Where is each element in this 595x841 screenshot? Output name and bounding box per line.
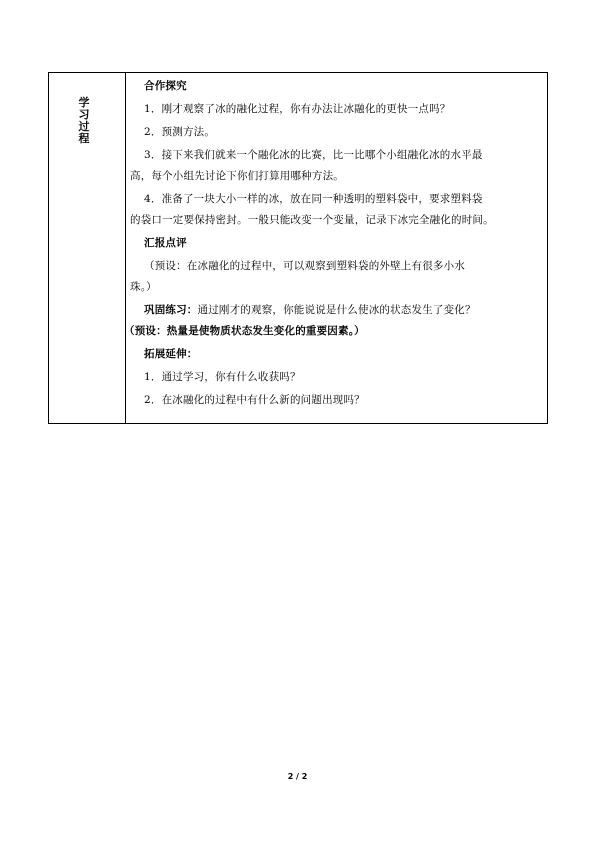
report-line-2: 珠。） [130, 281, 157, 293]
extend-2: 2．在冰融化的过程中有什么新的问题出现吗？ [144, 394, 365, 406]
question-3-line-2: 高，每个小组先讨论下你们打算用哪种方法。 [130, 170, 344, 182]
practice-answer: （预设：热量是使物质状态发生变化的重要因素。） [124, 325, 365, 337]
extend-1: 1．通过学习，你有什么收获吗？ [144, 371, 301, 383]
practice-text: 通过刚才的观察，你能说说是什么使冰的状态发生了变化？ [197, 304, 476, 316]
heading-cooperate: 合作探究 [144, 80, 187, 92]
practice-label: 巩固练习： [144, 304, 198, 316]
heading-extend: 拓展延伸： [144, 348, 198, 360]
question-2: 2．预测方法。 [144, 126, 216, 138]
row-label-cell [49, 73, 125, 423]
row-label: 学习过程 [78, 96, 90, 145]
question-4-line-2: 的袋口一定要保持密封。一般只能改变一个变量，记录下冰完全融化的时间。 [130, 214, 494, 226]
question-3-line-1: 3．接下来我们就来一个融化冰的比赛，比一比哪个小组融化冰的水平最 [144, 149, 483, 161]
lesson-table [48, 72, 548, 424]
question-1: 1．刚才观察了冰的融化过程，你有办法让冰融化的更快一点吗？ [144, 103, 451, 115]
content-cell [126, 73, 549, 423]
practice-line [144, 303, 557, 317]
page-number: 2 / 2 [287, 772, 308, 781]
heading-report: 汇报点评 [144, 237, 187, 249]
question-4-line-1: 4．准备了一块大小一样的冰，放在同一种透明的塑料袋中，要求塑料袋 [144, 193, 483, 205]
report-line-1: （预设：在冰融化的过程中，可以观察到塑料袋的外壁上有很多小水 [144, 260, 465, 272]
